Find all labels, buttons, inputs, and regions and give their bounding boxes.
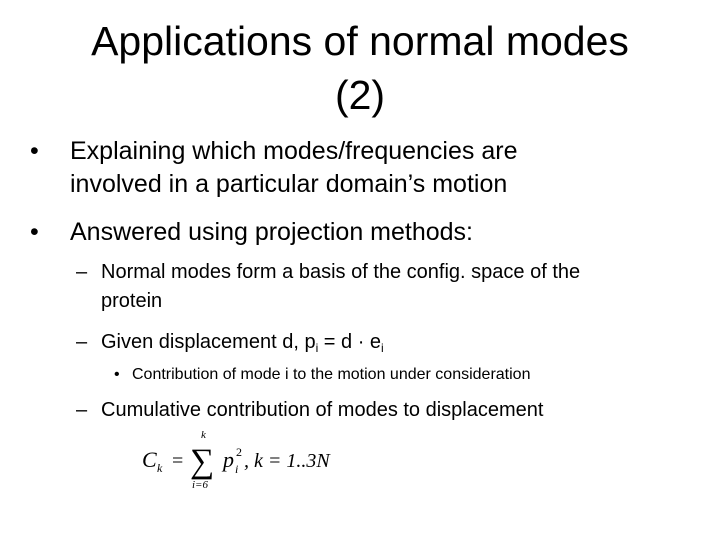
bullet-1-line-2: involved in a particular domain’s motion — [70, 170, 508, 198]
subscript-i: i — [381, 341, 384, 355]
bullet-marker: • — [30, 218, 39, 246]
sub-bullet-2-text — [101, 330, 384, 355]
subscript-i: i — [315, 341, 319, 355]
slide-title — [0, 14, 720, 122]
formula-equals: = — [172, 450, 184, 472]
formula-term: p — [223, 447, 234, 472]
formula-lhs: C — [142, 447, 157, 472]
dash-marker: – — [76, 399, 88, 421]
sub-bullet-1-line-2: protein — [101, 290, 163, 312]
formula-sum-symbol: ∑ — [190, 443, 215, 480]
formula-term-subscript: i — [235, 462, 239, 476]
formula-term-superscript: 2 — [236, 445, 242, 459]
sub-bullet-3-text: Cumulative contribution of modes to displacement — [101, 399, 544, 421]
formula-lhs-subscript: k — [157, 461, 163, 475]
bullet-2-line-1: Answered using projection methods: — [70, 218, 474, 246]
bullet-marker: • — [30, 137, 39, 165]
sub-bullet-1-line-1: Normal modes form a basis of the config. space of the — [101, 261, 581, 283]
formula-sum-lower: i=6 — [192, 479, 208, 491]
formula-sum-upper: k — [201, 429, 206, 441]
formula-rest: , k = 1..3N — [244, 450, 330, 472]
cumulative-contribution-formula — [140, 428, 360, 492]
slide-title-line-2: (2) — [334, 72, 386, 118]
slide-title-line-1: Applications of normal modes — [91, 18, 629, 64]
sub-bullet-2-middle: = d · e — [318, 331, 382, 353]
dash-marker: – — [76, 261, 88, 283]
dash-marker: – — [76, 331, 88, 353]
sub-sub-bullet-1-text: Contribution of mode i to the motion under consideration — [132, 366, 531, 383]
sub-bullet-2-prefix: Given displacement d, p — [101, 331, 316, 353]
bullet-marker: • — [114, 366, 120, 383]
bullet-1-line-1: Explaining which modes/frequencies are — [70, 137, 518, 165]
